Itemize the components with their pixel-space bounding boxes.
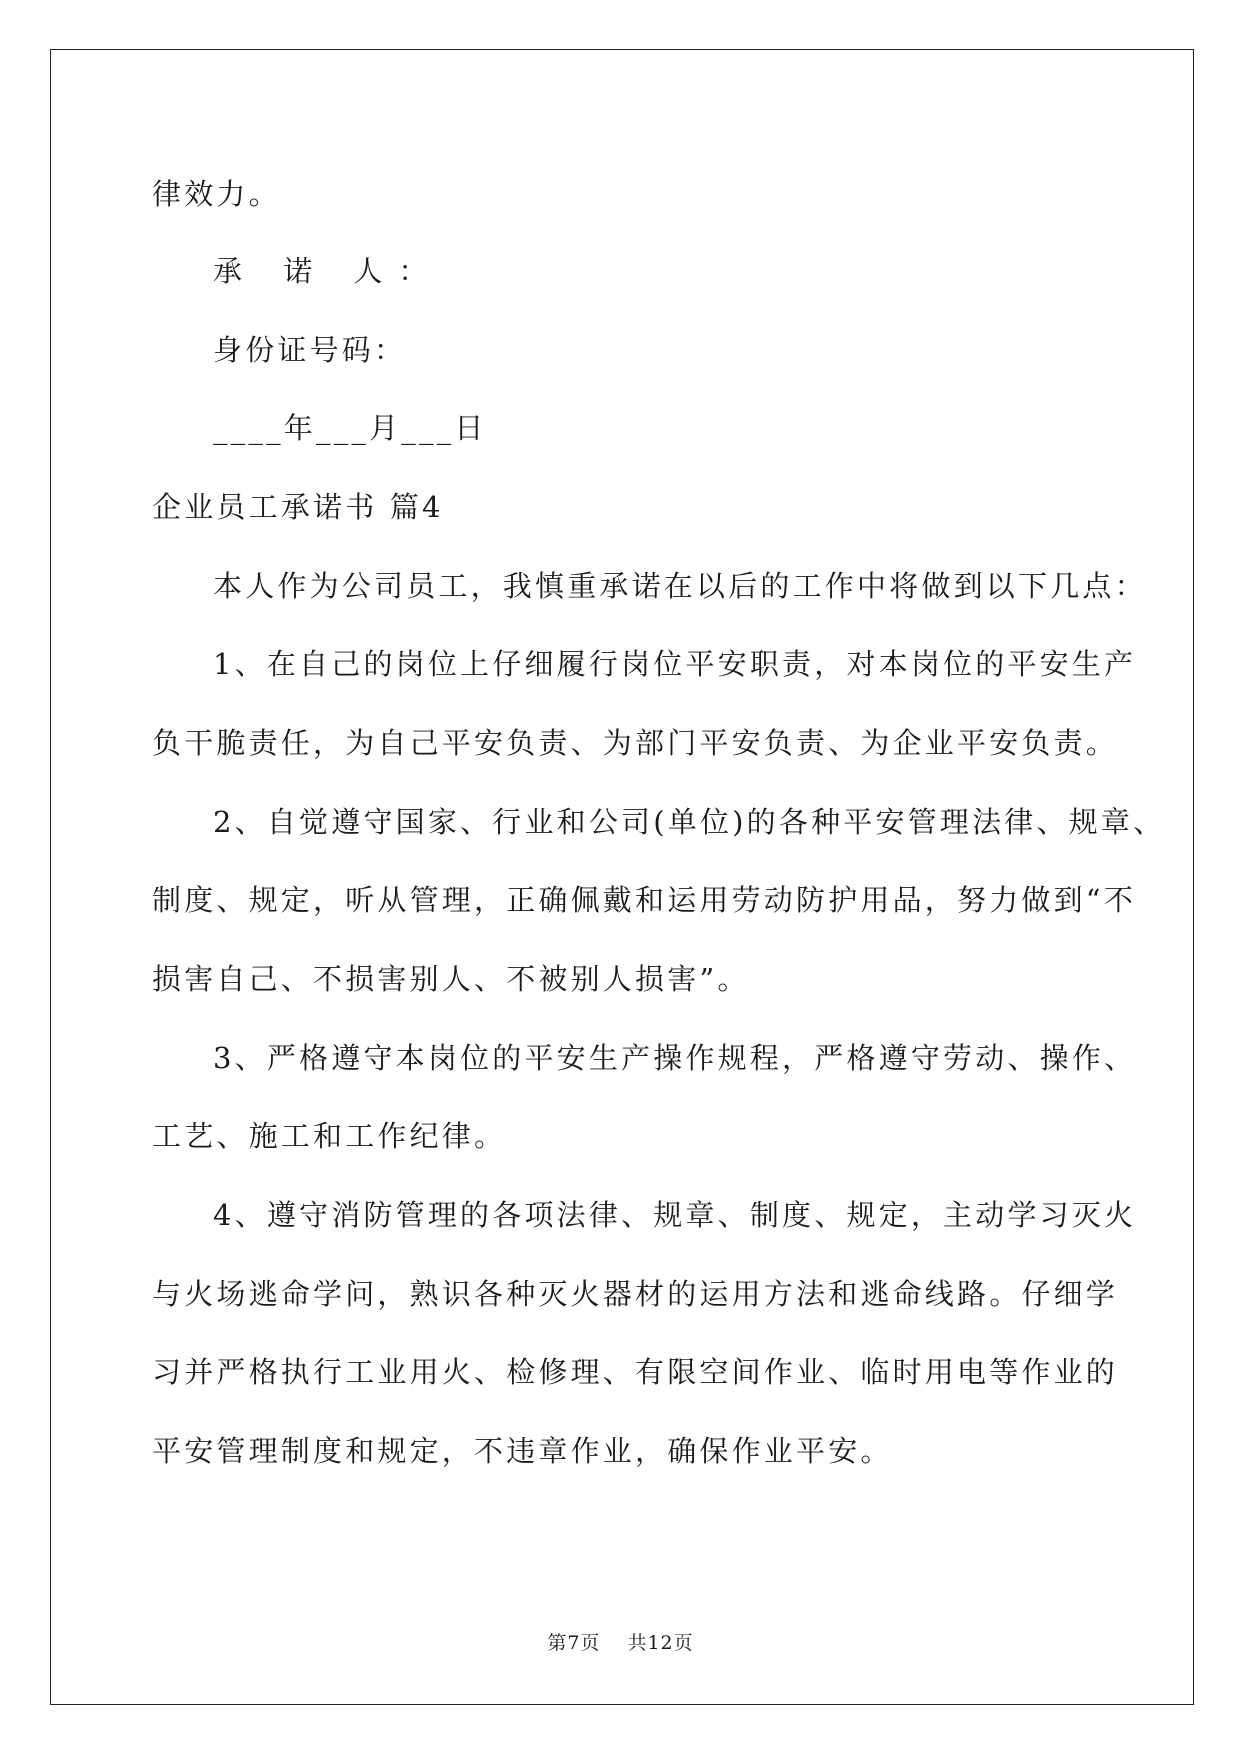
date-line: ____年___月___日 (213, 411, 487, 445)
item-4-line-1: 4、遵守消防管理的各项法律、规章、制度、规定，主动学习灭火 (213, 1198, 1137, 1232)
page-number-total: 共12页 (627, 1632, 694, 1654)
item-3-line-2: 工艺、施工和工作纪律。 (152, 1119, 507, 1153)
item-4-line-3: 习并严格执行工业用火、检修理、有限空间作业、临时用电等作业的 (152, 1355, 1119, 1389)
item-3-line-1: 3、严格遵守本岗位的平安生产操作规程，严格遵守劳动、操作、 (213, 1041, 1137, 1075)
item-2-line-2: 制度、规定，听从管理，正确佩戴和运用劳动防护用品，努力做到“不 (152, 883, 1137, 917)
item-4-line-4: 平安管理制度和规定，不违章作业，确保作业平安。 (152, 1434, 893, 1468)
item-1-line-2: 负干脆责任，为自己平安负责、为部门平安负责、为企业平安负责。 (152, 726, 1119, 760)
signature-label: 承 诺 人： (213, 254, 444, 288)
item-2-line-1: 2、自觉遵守国家、行业和公司(单位)的各种平安管理法律、规章、 (213, 805, 1166, 839)
item-2-line-3: 损害自己、不损害别人、不被别人损害”。 (152, 962, 750, 996)
section-heading: 企业员工承诺书 篇4 (152, 490, 444, 524)
item-1-line-1: 1、在自己的岗位上仔细履行岗位平安职责，对本岗位的平安生产 (213, 647, 1137, 681)
item-4-line-2: 与火场逃命学问，熟识各种灭火器材的运用方法和逃命线路。仔细学 (152, 1277, 1119, 1311)
page-footer (0, 1628, 1241, 1655)
paragraph-intro: 本人作为公司员工，我慎重承诺在以后的工作中将做到以下几点： (213, 569, 1147, 603)
text-line-continuation: 律效力。 (152, 177, 281, 211)
page-number-current: 第7页 (547, 1632, 601, 1654)
id-number-label: 身份证号码： (213, 333, 407, 367)
